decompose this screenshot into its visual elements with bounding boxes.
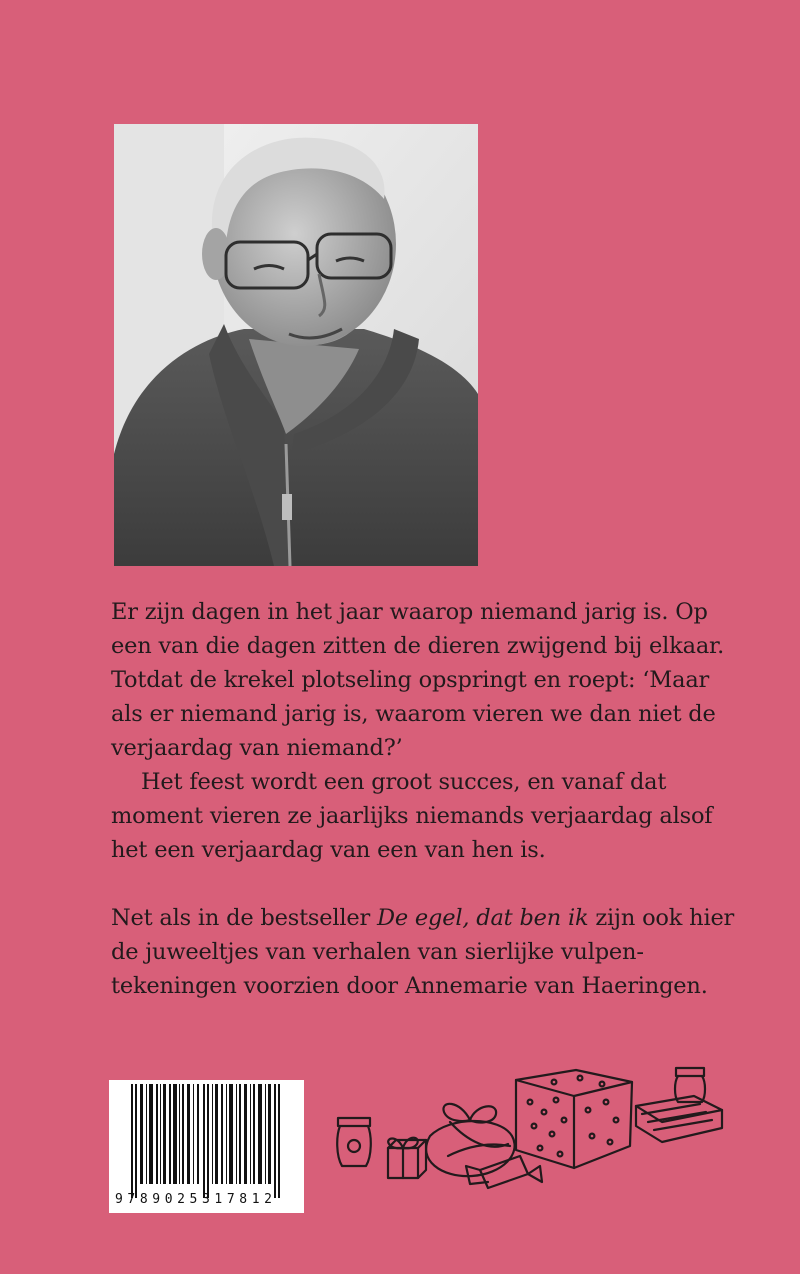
author-photo: [114, 124, 478, 566]
blurb-paragraph: Het feest wordt een groot succes, en vanaf dat moment vieren ze jaarlijks niemands verjaardag alsof het een verjaardag van een van hen is.: [111, 769, 713, 863]
blurb-paragraph: Er zijn dagen in het jaar waarop niemand jarig is. Op een van die dagen zitten de dieren zwijgend bij elkaar. Totdat de krekel plotseling opspringt en roept: ‘Maar als er niemand jarig is, waarom vieren we dan niet de verjaardag van niemand?’: [111, 599, 725, 761]
book-title: De egel, dat ben ik: [377, 905, 589, 931]
presents-illustration: [330, 1060, 730, 1200]
barcode: [109, 1080, 304, 1213]
back-cover-blurb: [111, 595, 741, 1003]
blurb-text: Net als in de bestseller: [111, 905, 377, 931]
blurb-text: zijn ook hier de juweeltjes van verhalen van sierlijke vulpentekeningen voorzien door Annemarie van Haeringen.: [111, 905, 735, 999]
blurb-paragraph: [111, 901, 741, 1003]
isbn-number: 9789025317812: [115, 1192, 277, 1207]
